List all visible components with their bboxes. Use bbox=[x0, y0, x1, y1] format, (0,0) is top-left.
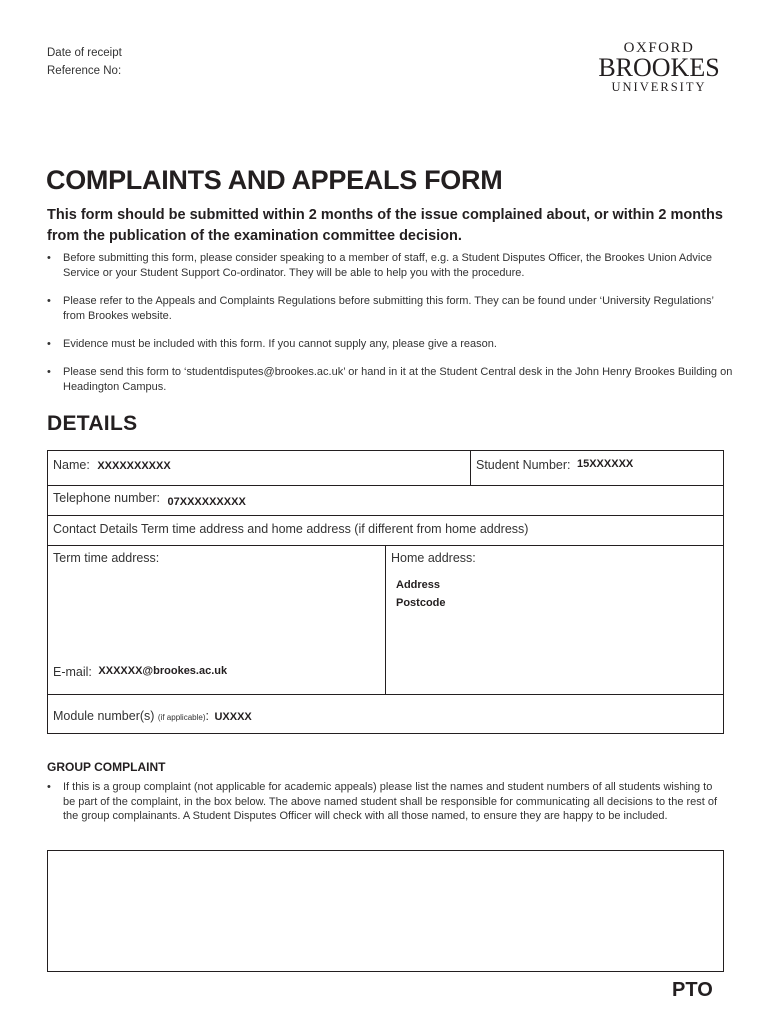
module-note: (if applicable) bbox=[157, 713, 206, 722]
university-logo bbox=[592, 40, 726, 94]
row-divider bbox=[48, 694, 723, 695]
instruction-item: • Evidence must be included with this form. If you cannot supply any, please give a reason. bbox=[47, 337, 737, 352]
receipt-block bbox=[47, 44, 122, 80]
group-complaint-text: • If this is a group complaint (not applicable for academic appeals) please list the names and student numbers of all students wishing to be part of the complaint, in the box below. The above named student shall be responsible for communicating all decisions to the rest of the group complainants. A Student Disputes Officer will check with all those named, to ensure they are happy to be included. bbox=[47, 780, 727, 824]
telephone-label: Telephone number: bbox=[53, 491, 161, 505]
instructions-list bbox=[47, 251, 737, 408]
home-address-value[interactable] bbox=[396, 576, 446, 612]
module-field[interactable] bbox=[53, 709, 252, 723]
logo-line-oxford: OXFORD bbox=[623, 40, 695, 56]
module-colon: : bbox=[205, 709, 209, 723]
pto-label: PTO bbox=[672, 979, 713, 1001]
telephone-field[interactable] bbox=[53, 491, 246, 508]
student-number-field[interactable] bbox=[476, 458, 633, 472]
student-number-value: 15XXXXXX bbox=[576, 458, 634, 470]
student-number-label: Student Number: bbox=[476, 458, 571, 472]
reference-no-label: Reference No: bbox=[47, 65, 122, 77]
instruction-item: • Please send this form to ‘studentdisputes@brookes.ac.uk’ or hand in it at the Student Central desk in the John Henry Brookes Building on Headington Campus. bbox=[47, 365, 737, 395]
logo-line-brookes: BROOKES bbox=[598, 53, 720, 82]
home-postcode-line: Postcode bbox=[396, 597, 446, 609]
row-divider bbox=[48, 515, 723, 516]
name-label: Name: bbox=[53, 458, 90, 472]
instruction-item: • Please refer to the Appeals and Complaints Regulations before submitting this form. They can be found under ‘University Regulations’ from Brookes website. bbox=[47, 294, 737, 324]
group-complaint-heading: GROUP COMPLAINT bbox=[47, 760, 166, 774]
email-field[interactable] bbox=[53, 665, 227, 679]
column-divider bbox=[385, 545, 386, 694]
logo-line-university: UNIVERSITY bbox=[611, 80, 707, 94]
details-table bbox=[47, 450, 724, 734]
page-title: COMPLAINTS AND APPEALS FORM bbox=[46, 165, 503, 195]
instruction-item: • Before submitting this form, please consider speaking to a member of staff, e.g. a Student Disputes Officer, the Brookes Union Advice Service or your Student Support Co-ordinator. They will be able to help you with the procedure. bbox=[47, 251, 737, 281]
module-label: Module number(s) bbox=[53, 709, 155, 723]
date-of-receipt-label: Date of receipt bbox=[47, 47, 122, 59]
details-heading: DETAILS bbox=[47, 412, 138, 435]
name-value: XXXXXXXXXX bbox=[97, 460, 171, 472]
home-address-label: Home address: bbox=[391, 551, 476, 565]
module-value: UXXXX bbox=[214, 711, 252, 723]
form-subtitle: This form should be submitted within 2 months of the issue complained about, or within 2 months from the publication of the examination committee decision. bbox=[47, 207, 723, 244]
email-value: XXXXXX@brookes.ac.uk bbox=[98, 665, 228, 677]
term-address-label: Term time address: bbox=[53, 551, 160, 565]
home-address-line: Address bbox=[396, 579, 441, 591]
group-complaint-instructions bbox=[47, 780, 727, 824]
email-label: E-mail: bbox=[53, 665, 92, 679]
name-field[interactable] bbox=[53, 458, 171, 472]
contact-details-label: Contact Details Term time address and home address (if different from home address) bbox=[53, 522, 529, 536]
group-complaint-box[interactable] bbox=[47, 850, 724, 972]
row-divider bbox=[48, 485, 723, 486]
telephone-value: 07XXXXXXXXX bbox=[167, 496, 246, 508]
column-divider bbox=[470, 451, 471, 485]
